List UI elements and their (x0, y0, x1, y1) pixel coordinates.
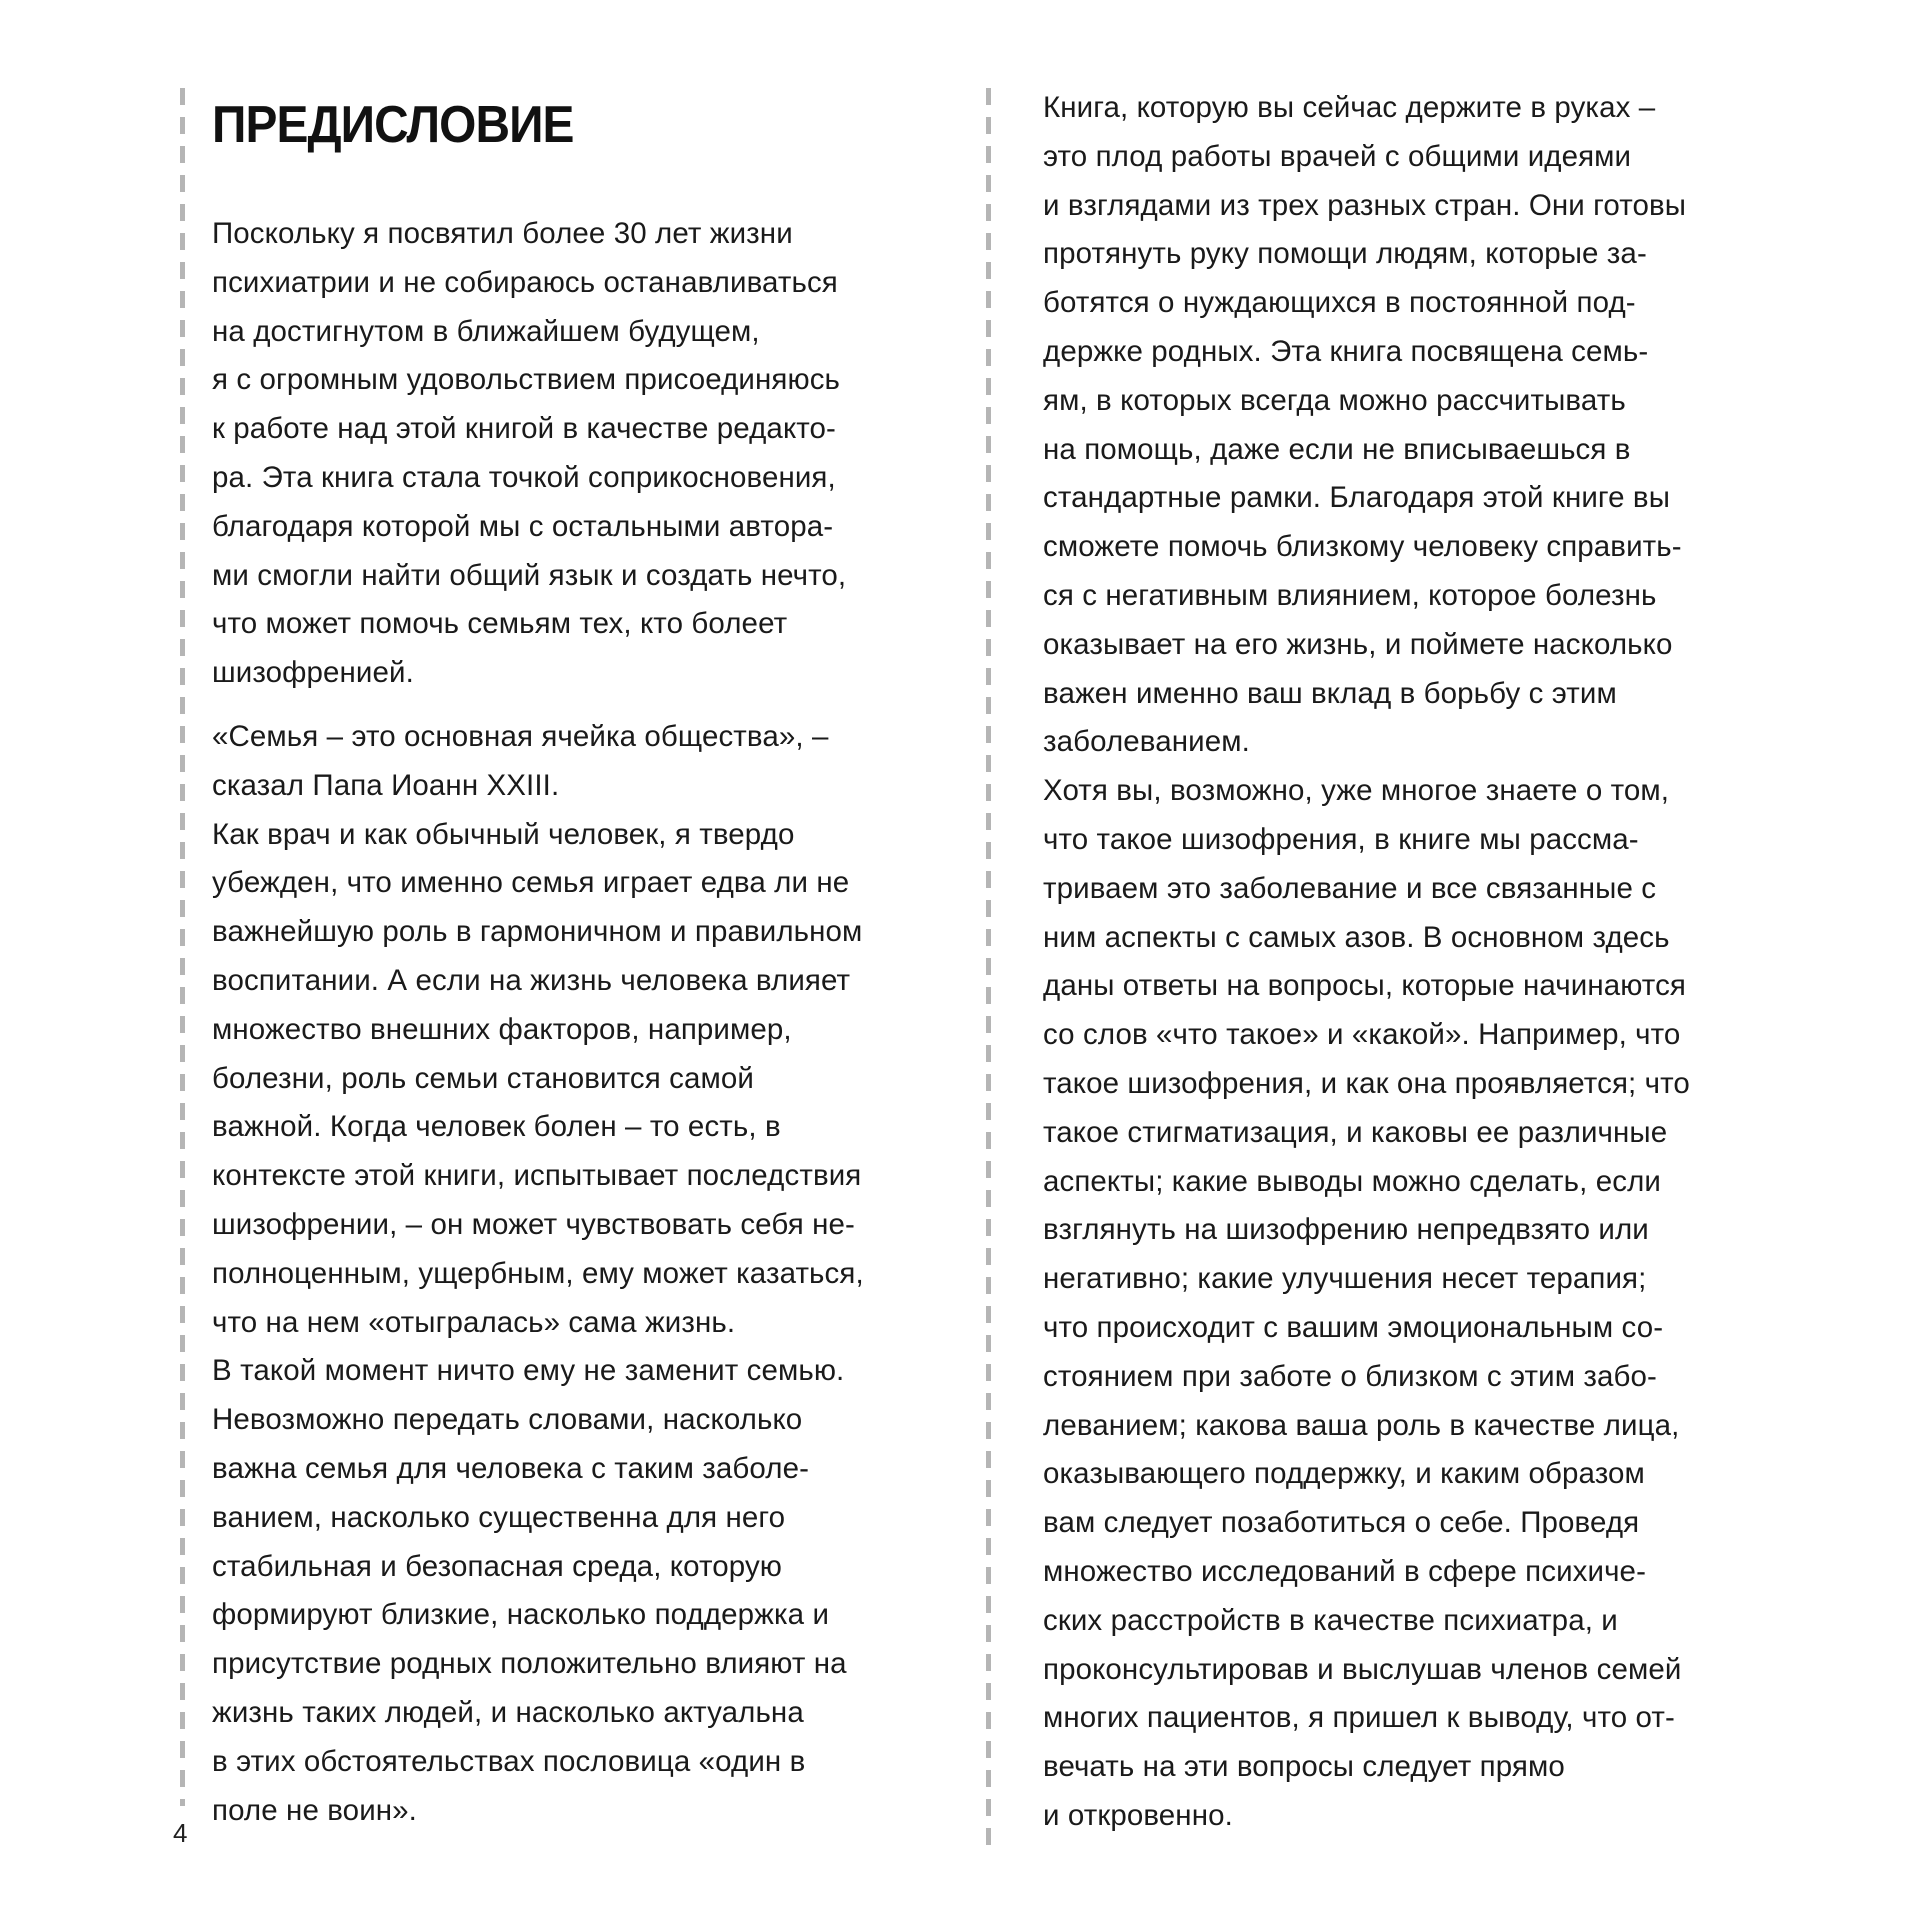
text-line: психиатрии и не собираюсь останавливаться (212, 265, 838, 299)
text-line: что происходит с вашим эмоциональным со- (1043, 1310, 1664, 1344)
text-line: Книга, которую вы сейчас держите в руках – (1043, 91, 1656, 124)
text-line: благодаря которой мы с остальными автора- (212, 509, 834, 543)
text-line: контексте этой книги, испытывает последствия (212, 1159, 862, 1193)
text-line: формируют близкие, насколько поддержка и (212, 1598, 830, 1632)
text-line: вечать на эти вопросы следует прямо (1043, 1750, 1565, 1784)
text-line: Как врач и как обычный человек, я твердо (212, 817, 795, 851)
text-line: ся с негативным влиянием, которое болезнь (1043, 578, 1657, 612)
text-line: стабильная и безопасная среда, которую (212, 1549, 783, 1583)
text-line: Невозможно передать словами, насколько (212, 1403, 803, 1437)
text-line: что может помочь семьям тех, кто болеет (212, 607, 788, 641)
text-line: В такой момент ничто ему не заменит семью. (212, 1354, 845, 1388)
text-line: триваем это заболевание и все связанные с (1043, 871, 1657, 905)
text-line: полноценным, ущербным, ему может казаться, (212, 1256, 864, 1290)
text-line: со слов «что такое» и «какой». Например, что (1043, 1018, 1681, 1052)
column-divider-dashed-rule (986, 88, 991, 1855)
text-line: что на нем «отыгралась» сама жизнь. (212, 1305, 736, 1339)
text-line: леванием; какова ваша роль в качестве лица, (1043, 1408, 1680, 1442)
text-line: на достигнутом в ближайшем будущем, (212, 314, 760, 348)
text-line: шизофренией. (212, 656, 414, 690)
text-line: поле не воин». (212, 1793, 417, 1827)
text-line: многих пациентов, я пришел к выводу, что от- (1043, 1701, 1675, 1735)
text-line: болезни, роль семьи становится самой (212, 1061, 754, 1095)
text-line: взглянуть на шизофрению непредвзято или (1043, 1213, 1649, 1247)
text-line: воспитании. А если на жизнь человека влияет (212, 963, 851, 997)
text-line: протянуть руку помощи людям, которые за- (1043, 237, 1647, 271)
text-line: шизофрении, – он может чувствовать себя не- (212, 1207, 855, 1241)
page-title: ПРЕДИСЛОВИЕ (212, 96, 574, 154)
text-line: ботятся о нуждающихся в постоянной под- (1043, 286, 1636, 320)
text-line: убежден, что именно семья играет едва ли не (212, 866, 850, 900)
text-line: множество исследований в сфере психиче- (1043, 1554, 1646, 1588)
text-line: заболеванием. (1043, 725, 1250, 759)
text-line: к работе над этой книгой в качестве редакто- (212, 412, 836, 446)
text-line: негативно; какие улучшения несет терапия; (1043, 1262, 1647, 1296)
text-line: Поскольку я посвятил более 30 лет жизни (212, 217, 793, 250)
text-line: такое стигматизация, и каковы ее различные (1043, 1115, 1668, 1149)
paragraph (212, 713, 972, 1835)
text-line: присутствие родных положительно влияют на (212, 1647, 847, 1681)
text-line: Хотя вы, возможно, уже многое знаете о том, (1043, 774, 1670, 808)
text-line: ми смогли найти общий язык и создать нечто, (212, 558, 847, 592)
text-line: важна семья для человека с таким заболе- (212, 1451, 810, 1485)
text-line: ям, в которых всегда можно рассчитывать (1043, 383, 1626, 417)
text-line: проконсультировав и выслушав членов семей (1043, 1652, 1682, 1686)
left-column (212, 96, 972, 1835)
text-line: аспекты; какие выводы можно сделать, если (1043, 1164, 1661, 1198)
text-line: важнейшую роль в гармоничном и правильном (212, 915, 863, 949)
text-line: такое шизофрения, и как она проявляется; что (1043, 1066, 1690, 1100)
text-line: в этих обстоятельствах пословица «один в (212, 1744, 806, 1778)
text-line: множество внешних факторов, например, (212, 1012, 792, 1046)
text-line: важен именно ваш вклад в борьбу с этим (1043, 676, 1617, 710)
text-line: «Семья – это основная ячейка общества», – (212, 719, 829, 753)
text-line: на помощь, даже если не вписываешься в (1043, 432, 1631, 466)
text-line: держке родных. Эта книга посвящена семь- (1043, 334, 1649, 368)
text-line: сможете помочь близкому человеку справить- (1043, 530, 1682, 564)
page-number: 4 (173, 1818, 188, 1848)
text-line: оказывает на его жизнь, и поймете насколько (1043, 627, 1673, 661)
text-line: я с огромным удовольствием присоединяюсь (212, 363, 841, 397)
text-line: жизнь таких людей, и насколько актуальна (212, 1695, 804, 1729)
text-line: стоянием при заботе о близком с этим забо- (1043, 1359, 1657, 1393)
text-line: важной. Когда человек болен – то есть, в (212, 1110, 781, 1144)
text-line: ских расстройств в качестве психиатра, и (1043, 1603, 1618, 1637)
text-line: стандартные рамки. Благодаря этой книге вы (1043, 481, 1670, 515)
text-line: ванием, насколько существенна для него (212, 1500, 786, 1534)
left-margin-dashed-rule (180, 88, 185, 1806)
text-line: сказал Папа Иоанн XXIII. (212, 768, 560, 802)
text-line: ра. Эта книга стала точкой соприкосновения, (212, 460, 836, 494)
paragraph (212, 210, 972, 698)
text-line: и откровенно. (1043, 1798, 1233, 1832)
text-line: вам следует позаботиться о себе. Проведя (1043, 1506, 1640, 1540)
text-line: и взглядами из трех разных стран. Они готовы (1043, 188, 1687, 222)
right-column (1043, 84, 1803, 1841)
text-line: ним аспекты с самых азов. В основном здесь (1043, 920, 1670, 954)
text-line: это плод работы врачей с общими идеями (1043, 139, 1632, 173)
paragraph (1043, 84, 1803, 1841)
text-line: даны ответы на вопросы, которые начинаются (1043, 969, 1687, 1003)
text-line: что такое шизофрения, в книге мы рассма- (1043, 822, 1639, 856)
text-line: оказывающего поддержку, и каким образом (1043, 1457, 1645, 1491)
